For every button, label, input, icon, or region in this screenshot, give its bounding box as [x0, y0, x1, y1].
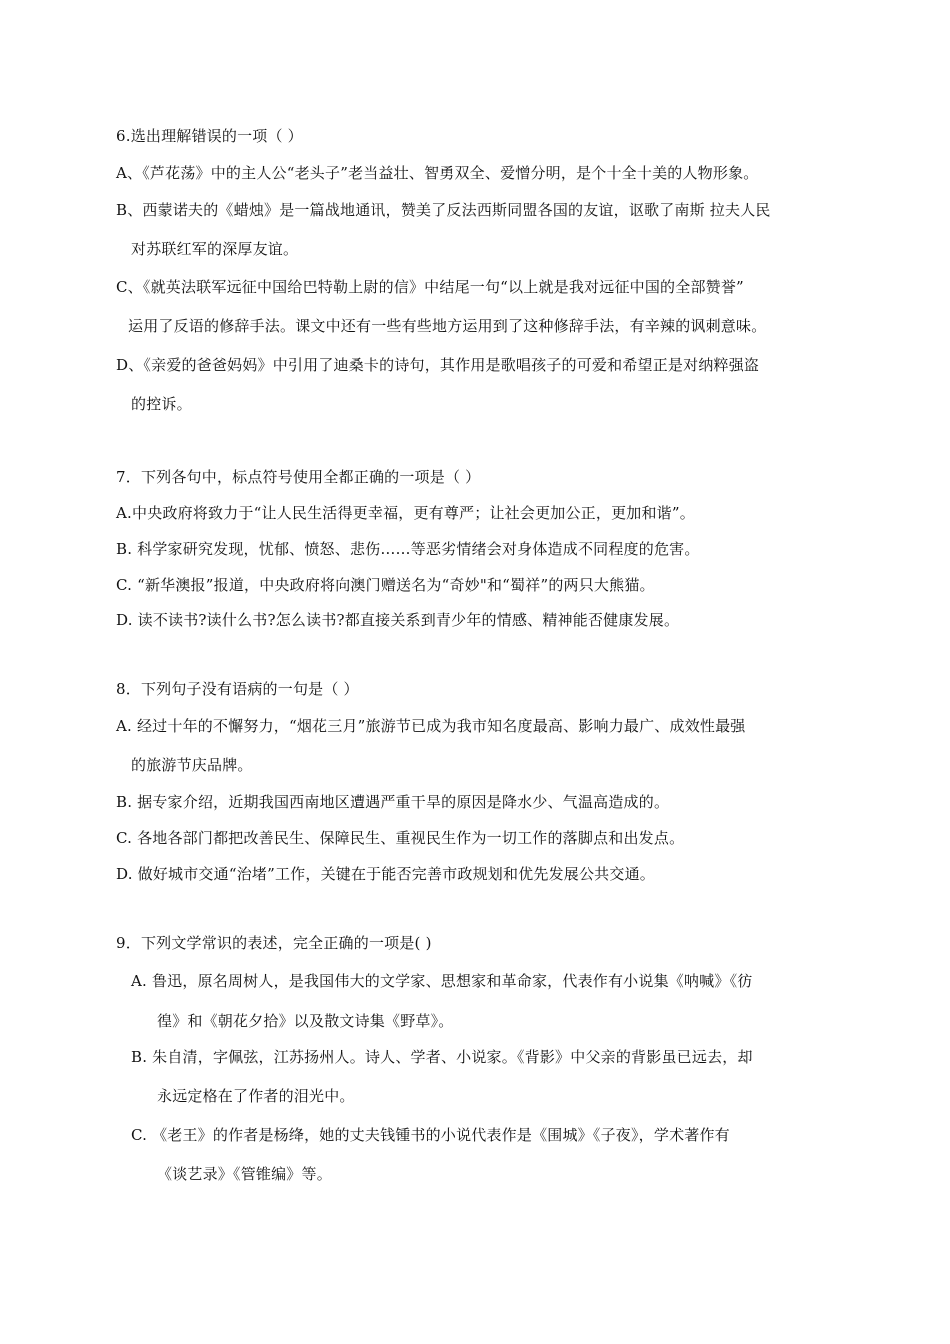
q7-option-b: B. 科学家研究发现，忧郁、愤怒、悲伤……等恶劣情绪会对身体造成不同程度的危害。	[116, 540, 700, 558]
q6-option-b: B、西蒙诺夫的《蜡烛》是一篇战地通讯，赞美了反法西斯同盟各国的友谊，讴歌了南斯 拉夫人民	[116, 201, 771, 219]
q7-option-d: D. 读不读书?读什么书?怎么读书?都直接关系到青少年的情感、精神能否健康发展。	[116, 611, 680, 629]
q6-option-d-cont: 的控诉。	[131, 395, 192, 413]
q9-stem: 9．下列文学常识的表述，完全正确的一项是( )	[116, 934, 432, 952]
q9-option-a-cont: 徨》和《朝花夕拾》以及散文诗集《野草》。	[157, 1012, 454, 1030]
q8-option-a-cont: 的旅游节庆品牌。	[131, 756, 253, 774]
q9-option-c-cont: 《谈艺录》《管锥编》等。	[157, 1165, 332, 1183]
q7-option-c: C. “新华澳报”报道，中央政府将向澳门赠送名为“奇妙"和“蜀祥”的两只大熊猫。	[116, 576, 655, 594]
q8-option-c: C. 各地各部门都把改善民生、保障民生、重视民生作为一切工作的落脚点和出发点。	[116, 829, 685, 847]
q6-option-a: A、《芦花荡》中的主人公“老头子”老当益壮、智勇双全、爱憎分明，是个十全十美的人物形象。	[116, 164, 759, 182]
q9-option-b-cont: 永远定格在了作者的泪光中。	[157, 1087, 355, 1105]
q6-option-c-cont: 运用了反语的修辞手法。课文中还有一些有些地方运用到了这种修辞手法，有辛辣的讽刺意味。	[128, 317, 767, 335]
q7-option-a: A.中央政府将致力于“让人民生活得更幸福，更有尊严；让社会更加公正，更加和谐”。	[116, 504, 695, 522]
q9-option-b: B. 朱自清，字佩弦，江苏扬州人。诗人、学者、小说家。《背影》中父亲的背影虽已远去，却	[131, 1048, 753, 1066]
q9-option-a: A. 鲁迅，原名周树人，是我国伟大的文学家、思想家和革命家，代表作有小说集《呐喊》《彷	[131, 972, 753, 990]
q8-option-d: D. 做好城市交通“治堵”工作，关键在于能否完善市政规划和优先发展公共交通。	[116, 865, 655, 883]
q8-option-b: B. 据专家介绍，近期我国西南地区遭遇严重干旱的原因是降水少、气温高造成的。	[116, 793, 670, 811]
q8-option-a: A. 经过十年的不懈努力，“烟花三月”旅游节已成为我市知名度最高、影响力最广、成效性最强	[116, 717, 746, 735]
q8-stem: 8．下列句子没有语病的一句是（ ）	[116, 680, 359, 698]
q7-stem: 7．下列各句中，标点符号使用全都正确的一项是（ ）	[116, 468, 481, 486]
q9-option-c: C. 《老王》的作者是杨绛，她的丈夫钱锺书的小说代表作是《围城》《子夜》，学术著作有	[131, 1126, 730, 1144]
q6-option-c: C、《就英法联军远征中国给巴特勒上尉的信》中结尾一句“以上就是我对远征中国的全部赞誉”	[116, 278, 744, 296]
q6-option-b-cont: 对苏联红军的深厚友谊。	[131, 240, 299, 258]
q6-stem: 6.选出理解错误的一项（ ）	[116, 127, 303, 145]
q6-option-d: D、《亲爱的爸爸妈妈》中引用了迪桑卡的诗句，其作用是歌唱孩子的可爱和希望正是对纳粹强盗	[116, 356, 760, 374]
